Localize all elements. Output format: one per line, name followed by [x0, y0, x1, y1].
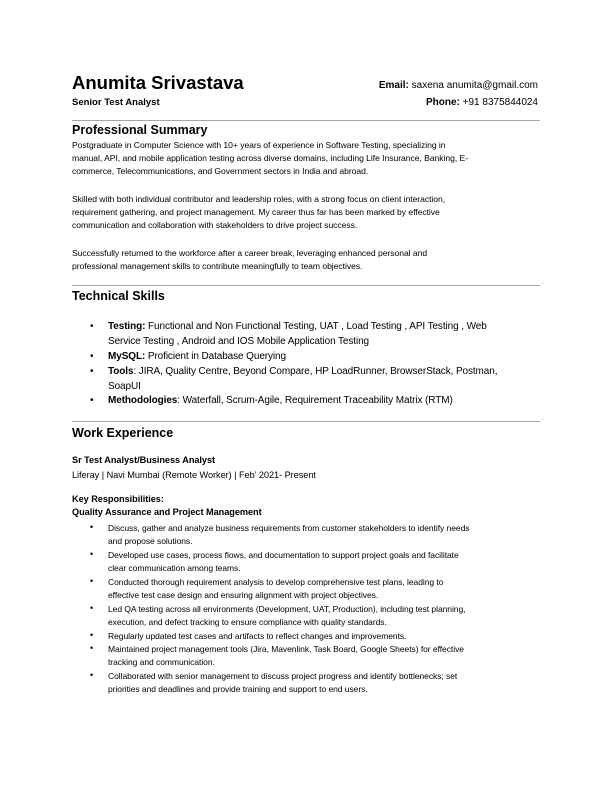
skill-text: Functional and Non Functional Testing, UAT , Load Testing , API Testing , Web: [148, 321, 487, 332]
skill-line: [108, 336, 369, 347]
responsibility-line: Maintained project management tools (Jira, Mavenlink, Task Board, Google Sheets) for effective: [108, 644, 464, 654]
bullet-icon: •: [90, 603, 94, 613]
skill-text: : Waterfall, Scrum-Agile, Requirement Traceability Matrix (RTM): [177, 395, 453, 406]
responsibility-line: Developed use cases, process flows, and documentation to support project goals and facilitate: [108, 550, 459, 560]
skill-line: [108, 366, 497, 377]
summary-line: manual, API, and mobile application testing across diverse domains, including Life Insurance, Banking, E-: [72, 153, 469, 163]
skill-text: Proficient in Database Querying: [147, 351, 286, 362]
bullet-icon: •: [90, 643, 94, 653]
email-label: Email:: [378, 80, 409, 91]
skill-label: Methodologies: [108, 395, 178, 406]
responsibility-line: clear communication among teams.: [108, 563, 241, 573]
skill-line: [108, 381, 141, 392]
bullet-icon: •: [90, 366, 94, 377]
divider: [72, 285, 540, 286]
responsibility-line: and propose solutions.: [108, 536, 193, 546]
skill-text: : JIRA, Quality Centre, Beyond Compare, HP LoadRunner, BrowserStack, Postman,: [133, 366, 498, 377]
skill-label: Testing:: [108, 321, 146, 332]
summary-line: communication and collaboration with stakeholders to drive project success.: [72, 220, 358, 230]
key-responsibilities-label: Key Responsibilities:: [72, 494, 164, 504]
skill-line: [108, 395, 453, 406]
skill-label: Tools: [108, 366, 134, 377]
responsibility-subheading: Quality Assurance and Project Management: [72, 507, 262, 517]
divider: [72, 421, 540, 422]
candidate-title: Senior Test Analyst: [72, 97, 160, 108]
bullet-icon: •: [90, 395, 94, 406]
bullet-icon: •: [90, 670, 94, 680]
bullet-icon: •: [90, 549, 94, 559]
summary-line: Postgraduate in Computer Science with 10+ years of experience in Software Testing, specializing in: [72, 140, 446, 150]
responsibility-line: Regularly updated test cases and artifacts to reflect changes and improvements.: [108, 631, 407, 641]
candidate-name: Anumita Srivastava: [72, 72, 244, 93]
responsibility-line: Led QA testing across all environments (Development, UAT, Production), including test planning,: [108, 604, 466, 614]
responsibility-line: Collaborated with senior management to discuss project progress and identify bottlenecks; set: [108, 671, 458, 681]
responsibility-line: Discuss, gather and analyze business requirements from customer stakeholders to identify needs: [108, 523, 470, 533]
job-role: Sr Test Analyst/Business Analyst: [72, 455, 216, 465]
skill-line: [108, 351, 286, 362]
bullet-icon: •: [90, 522, 94, 532]
summary-line: professional management skills to contribute meaningfully to team objectives.: [72, 261, 363, 271]
email-line: [379, 80, 538, 91]
skills-heading: Technical Skills: [72, 289, 165, 303]
work-heading: Work Experience: [72, 426, 174, 440]
summary-heading: Professional Summary: [72, 123, 208, 137]
bullet-icon: •: [90, 321, 94, 332]
skill-text: Service Testing , Android and IOS Mobile Application Testing: [108, 336, 370, 347]
divider: [72, 120, 540, 121]
phone-label: Phone:: [425, 97, 460, 108]
skill-line: [108, 321, 487, 332]
responsibility-line: priorities and deadlines and provide training and support to end users.: [108, 684, 368, 694]
responsibility-line: effective test case design and ensuring alignment with project objectives.: [108, 590, 379, 600]
bullet-icon: •: [90, 630, 94, 640]
skill-text: SoapUI: [108, 381, 141, 392]
job-company-line: Liferay | Navi Mumbai (Remote Worker) | Feb’ 2021- Present: [72, 470, 316, 480]
summary-line: Successfully returned to the workforce after a career break, leveraging enhanced personal and: [72, 248, 428, 258]
summary-line: requirement gathering, and project management. My career thus far has been marked by effective: [72, 207, 440, 217]
responsibility-line: execution, and defect tracking to ensure compliance with quality standards.: [108, 617, 387, 627]
skill-label: MySQL:: [108, 351, 146, 362]
bullet-icon: •: [90, 351, 94, 362]
responsibility-line: Conducted thorough requirement analysis to develop comprehensive test plans, leading to: [108, 577, 444, 587]
summary-line: Skilled with both individual contributor and leadership roles, with a strong focus on client interaction,: [72, 194, 446, 204]
responsibility-line: tracking and communication.: [108, 657, 215, 667]
email-value[interactable]: saxena anumita@gmail.com: [411, 80, 538, 91]
bullet-icon: •: [90, 576, 94, 586]
phone-line: [426, 97, 538, 108]
phone-value: +91 8375844024: [462, 97, 538, 108]
summary-line: commerce, Telecommunications, and Government sectors in India and abroad.: [72, 166, 369, 176]
